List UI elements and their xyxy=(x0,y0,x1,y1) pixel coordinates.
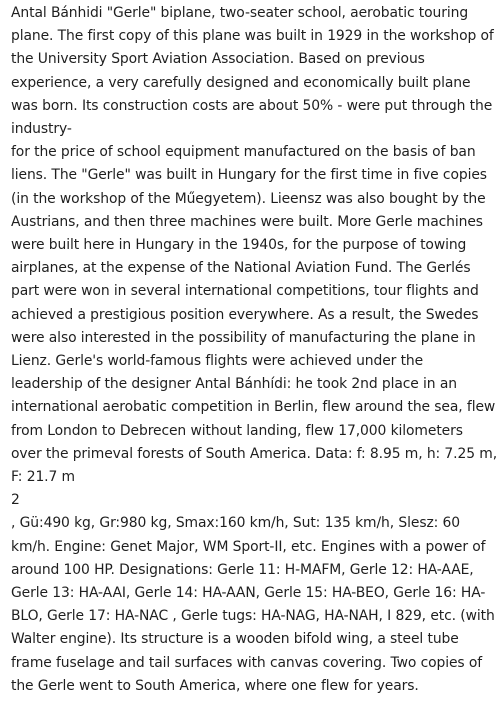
text-line-17: leadership of the designer Antal Bánhídi: he took 2nd place in an xyxy=(11,376,457,393)
text-line-16: Lienz. Gerle's world-famous flights were achieved under the xyxy=(11,353,424,370)
text-line-4: experience, a very carefully designed and economically built plane xyxy=(11,74,471,91)
text-line-5: was born. Its construction costs are about 50% - were put through the xyxy=(11,97,493,114)
text-line-22: 2 xyxy=(11,492,20,509)
text-line-15: were also interested in the possibility of manufacturing the plane in xyxy=(11,329,476,346)
text-line-28: Walter engine). Its structure is a wooden bifold wing, a steel tube xyxy=(11,631,459,648)
text-line-25: around 100 HP. Designations: Gerle 11: H-MAFM, Gerle 12: HA-AAE, xyxy=(11,561,474,578)
text-line-3: the University Sport Aviation Association. Based on previous xyxy=(11,51,425,68)
text-line-30: the Gerle went to South America, where one flew for years. xyxy=(11,677,419,694)
text-line-11: were built here in Hungary in the 1940s, for the purpose of towing xyxy=(11,237,467,254)
text-line-19: from London to Debrecen without landing, flew 17,000 kilometers xyxy=(11,422,463,439)
text-line-13: part were won in several international competitions, tour flights and xyxy=(11,283,479,300)
text-line-12: airplanes, at the expense of the National Aviation Fund. The Gerlés xyxy=(11,260,471,277)
text-line-10: Austrians, and then three machines were built. More Gerle machines xyxy=(11,213,483,230)
text-line-14: achieved a prestigious position everywhere. As a result, the Swedes xyxy=(11,306,479,323)
text-line-21: F: 21.7 m xyxy=(11,469,75,486)
text-line-24: km/h. Engine: Genet Major, WM Sport-II, etc. Engines with a power of xyxy=(11,538,486,555)
text-line-7: for the price of school equipment manufactured on the basis of ban xyxy=(11,144,476,161)
text-line-26: Gerle 13: HA-AAI, Gerle 14: HA-AAN, Gerle 15: HA-BEO, Gerle 16: HA- xyxy=(11,585,486,602)
text-line-1: Antal Bánhidi "Gerle" biplane, two-seater school, aerobatic touring xyxy=(11,5,469,21)
text-line-9: (in the workshop of the Műegyetem). Lieensz was also bought by the xyxy=(11,190,486,207)
text-line-20: over the primeval forests of South America. Data: f: 8.95 m, h: 7.25 m, xyxy=(11,445,498,462)
text-line-6: industry- xyxy=(11,121,72,138)
text-line-23: , Gü:490 kg, Gr:980 kg, Smax:160 km/h, Sut: 135 km/h, Slesz: 60 xyxy=(11,515,461,532)
text-line-29: frame fuselage and tail surfaces with canvas covering. Two copies of xyxy=(11,654,483,671)
text-line-8: liens. The "Gerle" was built in Hungary for the first time in five copies xyxy=(11,167,487,184)
text-line-18: international aerobatic competition in Berlin, flew around the sea, flew xyxy=(11,399,496,416)
text-line-27: BLO, Gerle 17: HA-NAC , Gerle tugs: HA-NAG, HA-NAH, I 829, etc. (with xyxy=(11,608,495,625)
text-line-2: plane. The first copy of this plane was built in 1929 in the workshop of xyxy=(11,28,494,45)
